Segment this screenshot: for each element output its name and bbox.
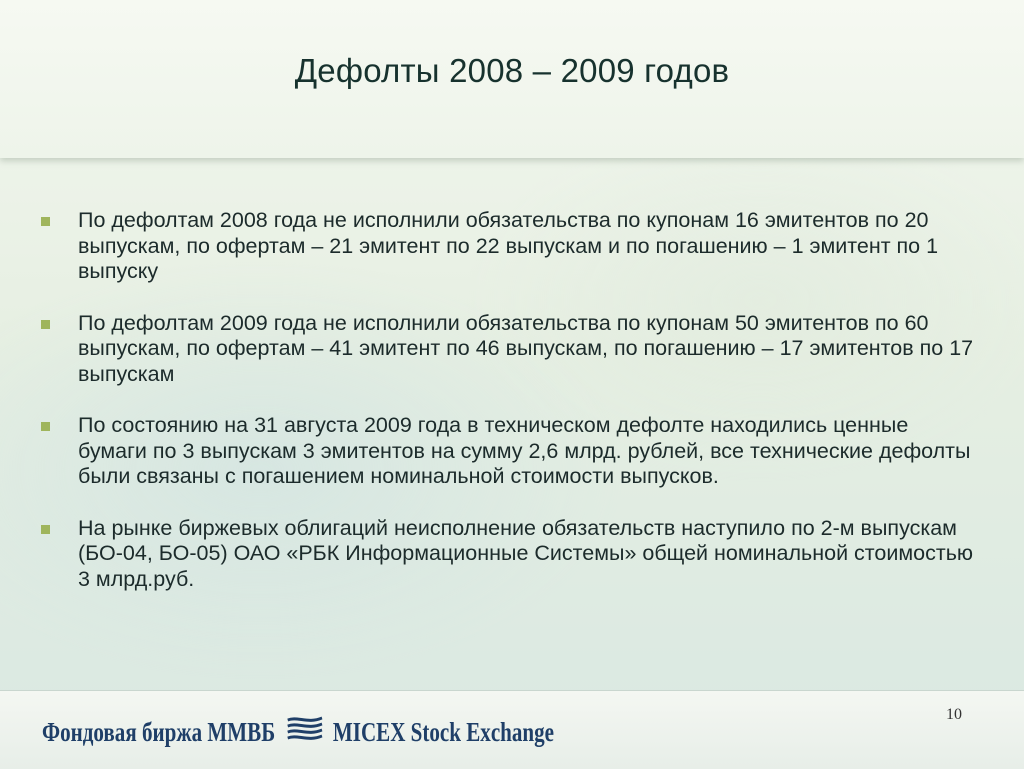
square-bullet-icon xyxy=(41,422,50,431)
footer-brand xyxy=(42,714,554,751)
page-number: 10 xyxy=(946,706,962,723)
brand-name-ru: Фондовая биржа ММВБ xyxy=(42,717,276,747)
bullet-text: По состоянию на 31 августа 2009 года в техническом дефолте находились ценные бумаги по 3 выпускам 3 эмитентов на сумму 2,6 млрд. рублей, все технические дефолты были связаны с погашением номинальной стоимости выпусков. xyxy=(78,413,971,488)
brand-name-en: MICEX Stock Exchange xyxy=(332,717,555,747)
bullet-list xyxy=(40,208,980,618)
bullet-text: По дефолтам 2009 года не исполнили обязательства по купонам 50 эмитентов по 60 выпускам, по офертам – 41 эмитент по 46 выпускам, по погашению – 17 эмитентов по 17 выпускам xyxy=(78,310,974,386)
square-bullet-icon xyxy=(41,320,50,329)
square-bullet-icon xyxy=(41,217,50,226)
bullet-item xyxy=(40,413,980,490)
square-bullet-icon xyxy=(41,525,50,534)
micex-logo-icon xyxy=(285,714,326,751)
slide-title: Дефолты 2008 – 2009 годов xyxy=(294,52,730,89)
bullet-text: На рынке биржевых облигаций неисполнение обязательств наступило по 2-м выпускам (БО-04, БО-05) ОАО «РБК Информационные Системы» общей номинальной стоимостью 3 млрд.руб. xyxy=(78,515,974,591)
bullet-text: По дефолтам 2008 года не исполнили обязательства по купонам 16 эмитентов по 20 выпускам, по офертам – 21 эмитент по 22 выпускам и по погашению – 1 эмитент по 1 выпуску xyxy=(78,208,939,283)
bullet-item xyxy=(40,208,980,285)
bullet-item xyxy=(40,311,980,388)
bullet-item xyxy=(40,516,980,593)
